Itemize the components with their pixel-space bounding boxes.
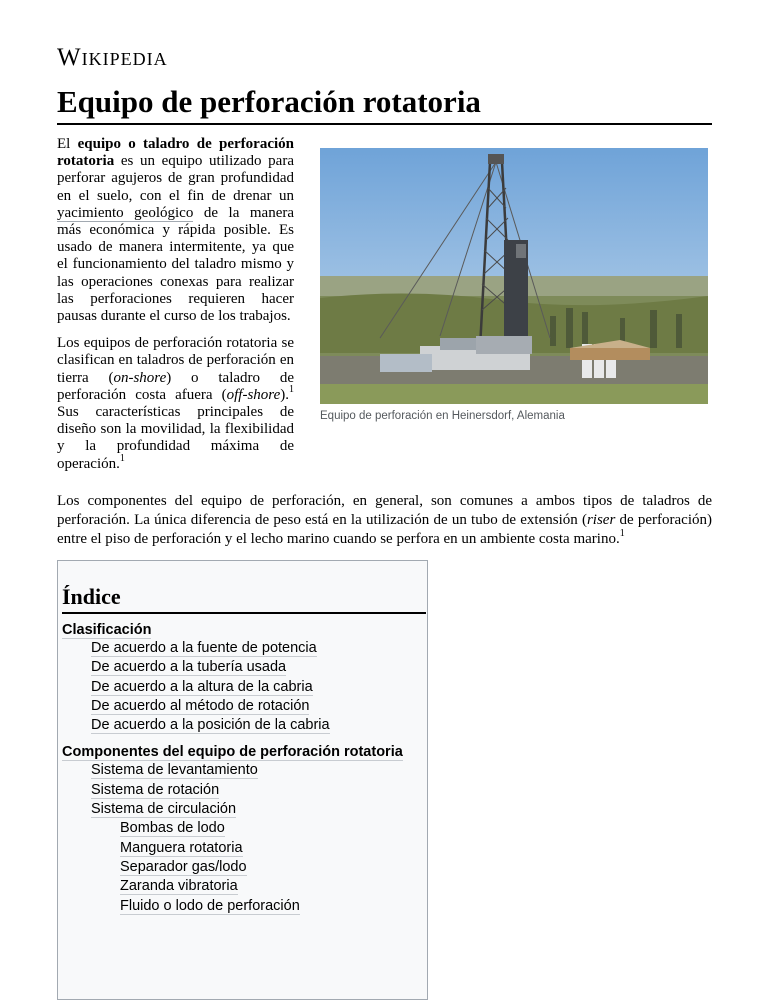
body-paragraph bbox=[57, 492, 712, 549]
reference-link[interactable]: 1 bbox=[289, 383, 294, 395]
toc-link[interactable]: Sistema de rotación bbox=[91, 781, 220, 798]
wikipedia-wordmark[interactable] bbox=[57, 44, 168, 72]
toc-link-clasificacion[interactable]: Clasificación bbox=[62, 622, 152, 638]
link-yacimiento-geologico[interactable]: yacimiento geológico bbox=[57, 204, 194, 221]
term-bold: equipo o taladro de perforación rotatoria bbox=[57, 136, 294, 170]
toc-link[interactable]: Fluido o lodo de perforación bbox=[120, 897, 300, 914]
reference-link[interactable]: 1 bbox=[619, 528, 625, 539]
text-run: de la manera más económica y rápida posible. Es usado de manera intermitente, ya que el funcionamiento del taladro mismo y las operaciones conexas para realizar las perforaciones requieren hacer pausas durante el curso de los trabajos. bbox=[57, 204, 295, 325]
intro-paragraph-1 bbox=[57, 136, 294, 325]
text-run: de perforación) entre el piso de perforación y el lecho marino cuando se perfora en un ambiente costa marino. bbox=[57, 512, 713, 547]
page-title: Equipo de perforación rotatoria bbox=[57, 83, 712, 125]
toc-link[interactable]: De acuerdo al método de rotación bbox=[91, 697, 310, 714]
toc-link[interactable]: De acuerdo a la altura de la cabria bbox=[91, 678, 313, 695]
toc-link[interactable]: Sistema de circulación bbox=[91, 801, 237, 818]
toc-link[interactable]: Bombas de lodo bbox=[120, 820, 225, 837]
toc-link[interactable]: Zaranda vibratoria bbox=[120, 878, 238, 895]
figure-caption: Equipo de perforación en Heinersdorf, Alemania bbox=[320, 410, 565, 422]
text-run: El bbox=[57, 136, 78, 152]
toc-section bbox=[62, 743, 428, 915]
toc-link[interactable]: De acuerdo a la fuente de potencia bbox=[91, 640, 317, 656]
wordmark-text: Wikipedia bbox=[57, 44, 168, 71]
toc-list bbox=[62, 621, 428, 924]
term-riser: riser bbox=[586, 512, 616, 528]
toc-link[interactable]: De acuerdo a la posición de la cabria bbox=[91, 717, 330, 734]
text-run: Los equipos de perforación rotatoria se clasifican en taladros de perforación en tierra ( bbox=[57, 335, 294, 386]
term-onshore: on-shore bbox=[113, 369, 167, 386]
table-of-contents bbox=[57, 560, 428, 1000]
toc-link-componentes[interactable]: Componentes del equipo de perforación rotatoria bbox=[62, 744, 403, 761]
intro-text bbox=[57, 136, 294, 483]
reference-link[interactable]: 1 bbox=[119, 452, 125, 464]
text-run: ). bbox=[280, 386, 289, 403]
toc-link[interactable]: De acuerdo a la tubería usada bbox=[91, 659, 287, 676]
text-run: ) o taladro de perforación costa afuera ( bbox=[57, 369, 294, 403]
intro-paragraph-2 bbox=[57, 335, 294, 473]
text-run: Sus características principales de diseño son la movilidad, la flexibilidad y la profundidad máxima de operación. bbox=[57, 404, 294, 472]
toc-section bbox=[62, 621, 428, 735]
figure bbox=[320, 148, 708, 422]
toc-link[interactable]: Manguera rotatoria bbox=[120, 839, 243, 856]
text-run: Los componentes del equipo de perforación, en general, son comunes a ambos tipos de taladros de perforación. La única diferencia de peso está en la utilización de un tubo de extensión ( bbox=[57, 493, 712, 528]
toc-title: Índice bbox=[62, 583, 426, 614]
text-run: es un equipo utilizado para perforar agujeros de gran profundidad en el suelo, con el fin de drenar un bbox=[57, 153, 294, 204]
term-offshore: off-shore bbox=[226, 386, 281, 403]
toc-link[interactable]: Sistema de levantamiento bbox=[91, 762, 258, 779]
toc-link[interactable]: Separador gas/lodo bbox=[120, 858, 247, 875]
drilling-rig-photo[interactable] bbox=[320, 148, 708, 404]
